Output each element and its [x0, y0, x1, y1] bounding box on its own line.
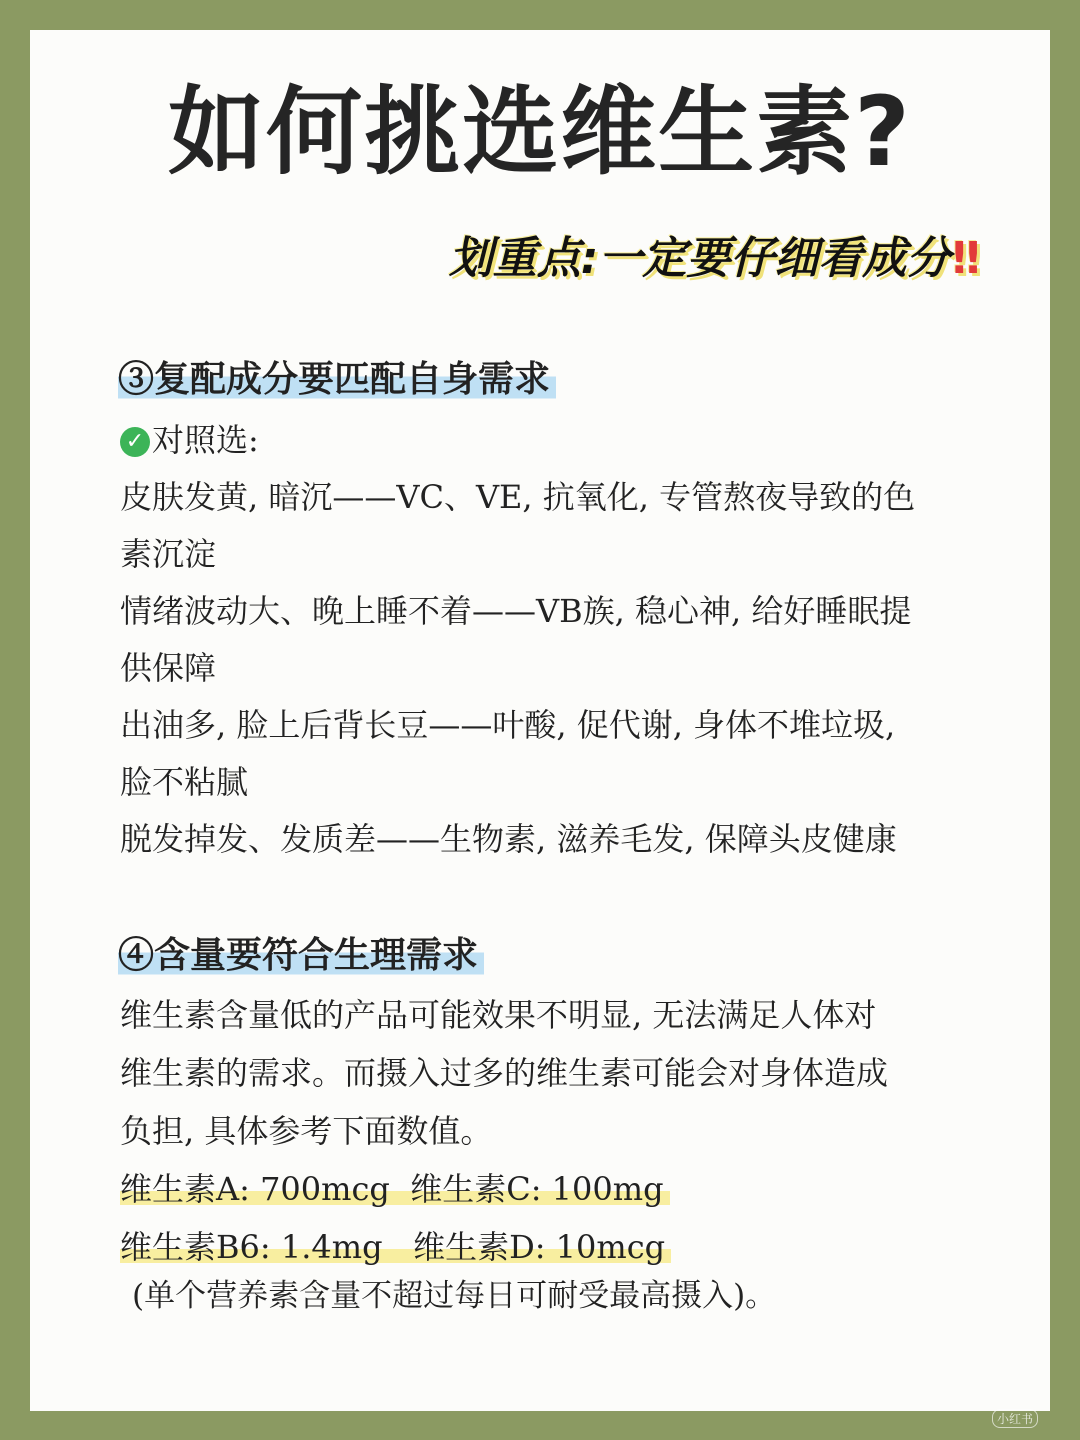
section3-line: 供保障 — [120, 649, 217, 687]
value-highlight: 维生素A: 700mcg 维生素C: 100mg — [120, 1170, 670, 1208]
intake-note: (单个营养素含量不超过每日可耐受最高摄入)。 — [132, 1278, 777, 1314]
section3-body — [120, 412, 970, 868]
section3-line: 出油多, 脸上后背长豆——叶酸, 促代谢, 身体不堆垃圾, — [120, 706, 896, 744]
value-line — [120, 1218, 970, 1276]
section3-line: 素沉淀 — [120, 535, 217, 573]
double-exclamation-icon: ‼ — [952, 233, 980, 284]
section4-line: 负担, 具体参考下面数值。 — [120, 1112, 493, 1150]
section3-line: 情绪波动大、晚上睡不着——VB族, 稳心神, 给好睡眠提 — [120, 592, 912, 630]
section4-line: 维生素的需求。而摄入过多的维生素可能会对身体造成 — [120, 1054, 889, 1092]
subtitle — [449, 222, 980, 286]
section3-line: 皮肤发黄, 暗沉——VC、VE, 抗氧化, 专管熬夜导致的色 — [120, 478, 916, 516]
check-circle-icon: ✓ — [120, 427, 150, 457]
watermark-logo: 小红书 — [992, 1409, 1038, 1428]
compare-line — [120, 412, 970, 469]
section4-heading: ④含量要符合生理需求 — [118, 932, 484, 978]
compare-label: 对照选: — [152, 421, 259, 459]
value-line — [120, 1160, 970, 1218]
section3-heading: ③复配成分要匹配自身需求 — [118, 356, 556, 402]
subtitle-text: 划重点:一定要仔细看成分 — [448, 233, 951, 284]
section4-line: 维生素含量低的产品可能效果不明显, 无法满足人体对 — [120, 996, 877, 1034]
page-title: 如何挑选维生素? — [168, 76, 912, 188]
section3-line: 脱发掉发、发质差——生物素, 滋养毛发, 保障头皮健康 — [120, 820, 897, 858]
section4-body — [120, 986, 970, 1276]
value-highlight: 维生素B6: 1.4mg 维生素D: 10mcg — [120, 1228, 671, 1266]
section3-line: 脸不粘腻 — [120, 763, 249, 801]
